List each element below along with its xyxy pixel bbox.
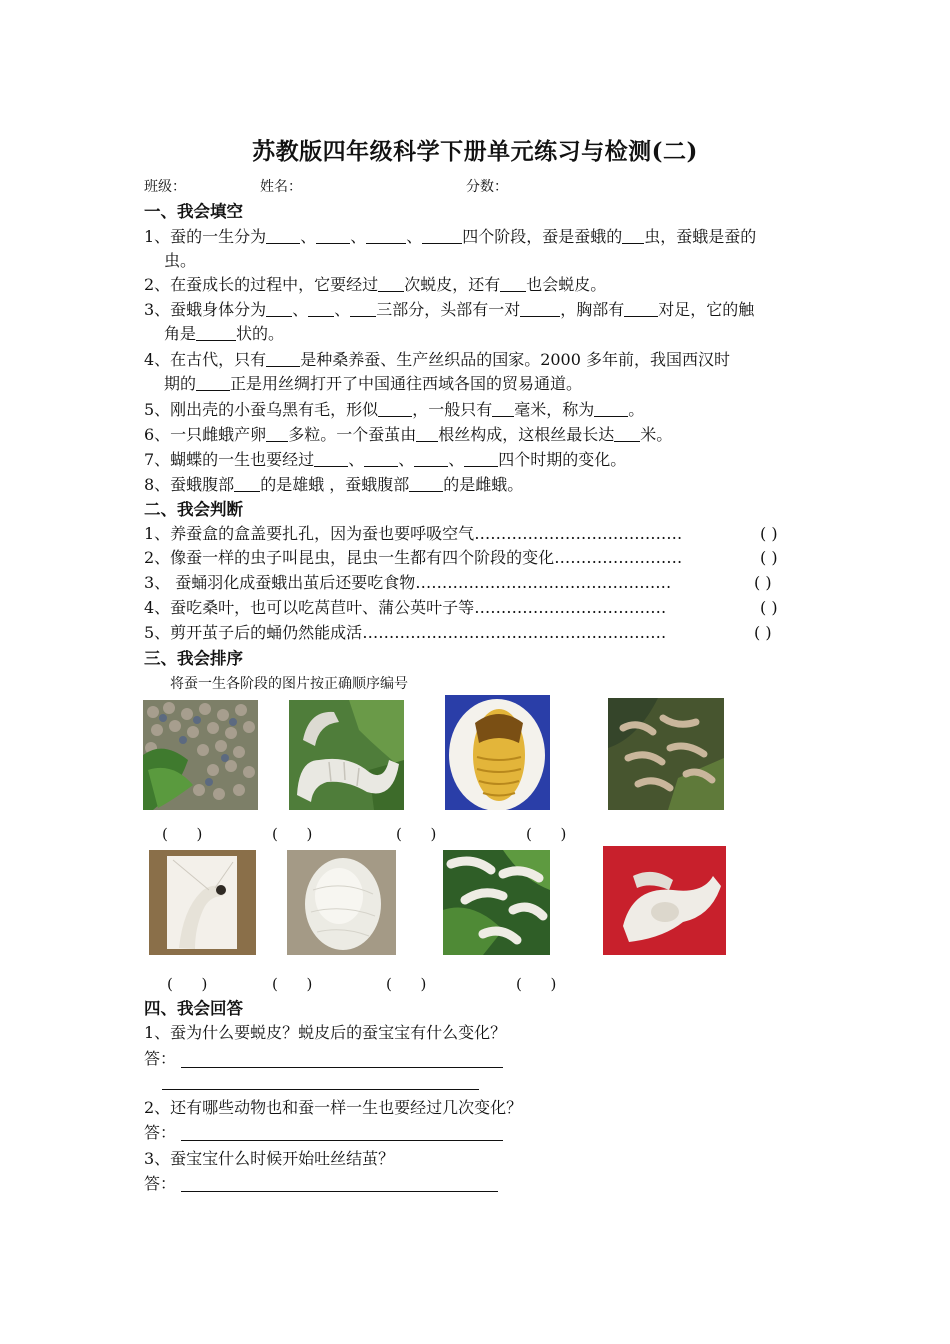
answer-blank[interactable] xyxy=(266,227,300,244)
photo-spinning-silkworm xyxy=(149,850,256,955)
answer-blank[interactable] xyxy=(196,324,236,341)
answer-blank[interactable] xyxy=(464,450,498,467)
answer-blank[interactable] xyxy=(520,300,560,317)
sort-answer-paren[interactable]: ( ) xyxy=(526,825,567,843)
answer-blank[interactable] xyxy=(500,275,526,292)
answer-blank[interactable] xyxy=(594,400,628,417)
student-info-row xyxy=(144,177,644,197)
answer-question-2: 2、还有哪些动物也和蚕一样一生也要经过几次变化？ xyxy=(144,1098,523,1117)
answer-blank[interactable] xyxy=(409,475,443,492)
judge-answer-paren[interactable]: ( ) xyxy=(760,524,778,543)
judge-answer-paren[interactable]: ( ) xyxy=(754,623,772,642)
answer-blank[interactable] xyxy=(414,450,448,467)
answer-blank[interactable] xyxy=(364,450,398,467)
answer-blank[interactable] xyxy=(350,300,376,317)
photo-silkworms-on-leaves xyxy=(443,850,550,955)
answer-blank[interactable] xyxy=(266,350,300,367)
answer-line[interactable] xyxy=(181,1140,503,1141)
answer-blank[interactable] xyxy=(378,400,412,417)
fill-question-4-cont: 期的 正是用丝绸打开了中国通往西域各国的贸易通道。 xyxy=(164,374,583,393)
fill-question-2: 2、在蚕成长的过程中，它要经过 次蜕皮，还有 也会蜕皮。 xyxy=(144,275,607,294)
answer-blank[interactable] xyxy=(416,425,438,442)
fill-question-6: 6、一只雌蛾产卵 多粒。一个蚕茧由 根丝构成，这根丝最长达 米。 xyxy=(144,425,673,444)
answer-question-3: 3、蚕宝宝什么时候开始吐丝结茧？ xyxy=(144,1149,395,1168)
section1-heading: 一、我会填空 xyxy=(144,202,243,221)
section4-heading: 四、我会回答 xyxy=(144,999,243,1018)
sort-answer-paren[interactable]: ( ) xyxy=(162,825,203,843)
answer-line[interactable] xyxy=(181,1067,503,1068)
photo-moth xyxy=(603,846,726,955)
judge-item-4: 4、蚕吃桑叶，也可以吃莴苣叶、蒲公英叶子等……………………………… xyxy=(144,598,667,617)
fill-question-5: 5、刚出壳的小蚕乌黑有毛，形似 ，一般只有 毫米，称为 。 xyxy=(144,400,645,419)
answer-blank[interactable] xyxy=(422,227,462,244)
name-label: 姓名： xyxy=(260,179,302,195)
answer-blank[interactable] xyxy=(234,475,260,492)
answer-blank[interactable] xyxy=(378,275,404,292)
photo-cocoon xyxy=(287,850,396,955)
judge-item-3: 3、 蚕蛹羽化成蚕蛾出茧后还要吃食物………………………………………… xyxy=(144,573,672,592)
sort-answer-paren[interactable]: ( ) xyxy=(167,975,208,993)
class-label: 班级： xyxy=(144,179,186,195)
answer-label: 答： xyxy=(144,1174,177,1193)
answer-blank[interactable] xyxy=(316,227,350,244)
answer-question-1: 1、蚕为什么要蜕皮？蜕皮后的蚕宝宝有什么变化？ xyxy=(144,1023,507,1042)
sort-answer-paren[interactable]: ( ) xyxy=(272,975,313,993)
sort-answer-paren[interactable]: ( ) xyxy=(386,975,427,993)
fill-question-1: 1、蚕的一生分为 、 、 、 四个阶段，蚕是蚕蛾的 虫，蚕蛾是蚕的 xyxy=(144,227,757,246)
section3-heading: 三、我会排序 xyxy=(144,649,243,668)
photo-silkworm-larva xyxy=(289,700,404,810)
sort-answer-paren[interactable]: ( ) xyxy=(396,825,437,843)
judge-item-5: 5、剪开茧子后的蛹仍然能成活………………………………………………… xyxy=(144,623,667,642)
judge-item-1: 1、养蚕盒的盒盖要扎孔，因为蚕也要呼吸空气………………………………… xyxy=(144,524,683,543)
photo-silkworm-eggs xyxy=(143,700,258,810)
photo-pupa xyxy=(445,695,550,810)
answer-blank[interactable] xyxy=(308,300,334,317)
answer-label: 答： xyxy=(144,1123,177,1142)
fill-question-7: 7、蝴蝶的一生也要经过 、 、 、 四个时期的变化。 xyxy=(144,450,627,469)
judge-answer-paren[interactable]: ( ) xyxy=(754,573,772,592)
page-title: 苏教版四年级科学下册单元练习与检测(二) xyxy=(252,138,698,165)
score-label: 分数： xyxy=(466,179,508,195)
sort-answer-paren[interactable]: ( ) xyxy=(516,975,557,993)
answer-blank[interactable] xyxy=(196,374,230,391)
answer-blank[interactable] xyxy=(366,227,406,244)
answer-blank[interactable] xyxy=(266,425,288,442)
answer-blank[interactable] xyxy=(622,227,644,244)
photo-young-silkworms xyxy=(608,698,724,810)
fill-question-8: 8、蚕蛾腹部 的是雄蛾 ，蚕蛾腹部 的是雌蛾。 xyxy=(144,475,524,494)
answer-label: 答： xyxy=(144,1049,177,1068)
answer-blank[interactable] xyxy=(266,300,292,317)
section2-heading: 二、我会判断 xyxy=(144,500,243,519)
fill-question-3-cont: 角是 状的。 xyxy=(164,324,285,343)
answer-blank[interactable] xyxy=(492,400,514,417)
answer-blank[interactable] xyxy=(314,450,348,467)
fill-question-1-cont: 虫。 xyxy=(164,251,197,270)
judge-item-2: 2、像蚕一样的虫子叫昆虫，昆虫一生都有四个阶段的变化…………………… xyxy=(144,548,683,567)
fill-question-3: 3、蚕蛾身体分为 、 、 三部分，头部有一对 ，胸部有 对足，它的触 xyxy=(144,300,755,319)
answer-line[interactable] xyxy=(162,1089,479,1090)
sort-answer-paren[interactable]: ( ) xyxy=(272,825,313,843)
answer-line[interactable] xyxy=(181,1191,498,1192)
answer-blank[interactable] xyxy=(624,300,658,317)
judge-answer-paren[interactable]: ( ) xyxy=(760,548,778,567)
fill-question-4: 4、在古代，只有 是种桑养蚕、生产丝织品的国家。2000 多年前，我国西汉时 xyxy=(144,350,730,369)
sort-instruction: 将蚕一生各阶段的图片按正确顺序编号 xyxy=(170,676,408,692)
judge-answer-paren[interactable]: ( ) xyxy=(760,598,778,617)
answer-blank[interactable] xyxy=(614,425,640,442)
